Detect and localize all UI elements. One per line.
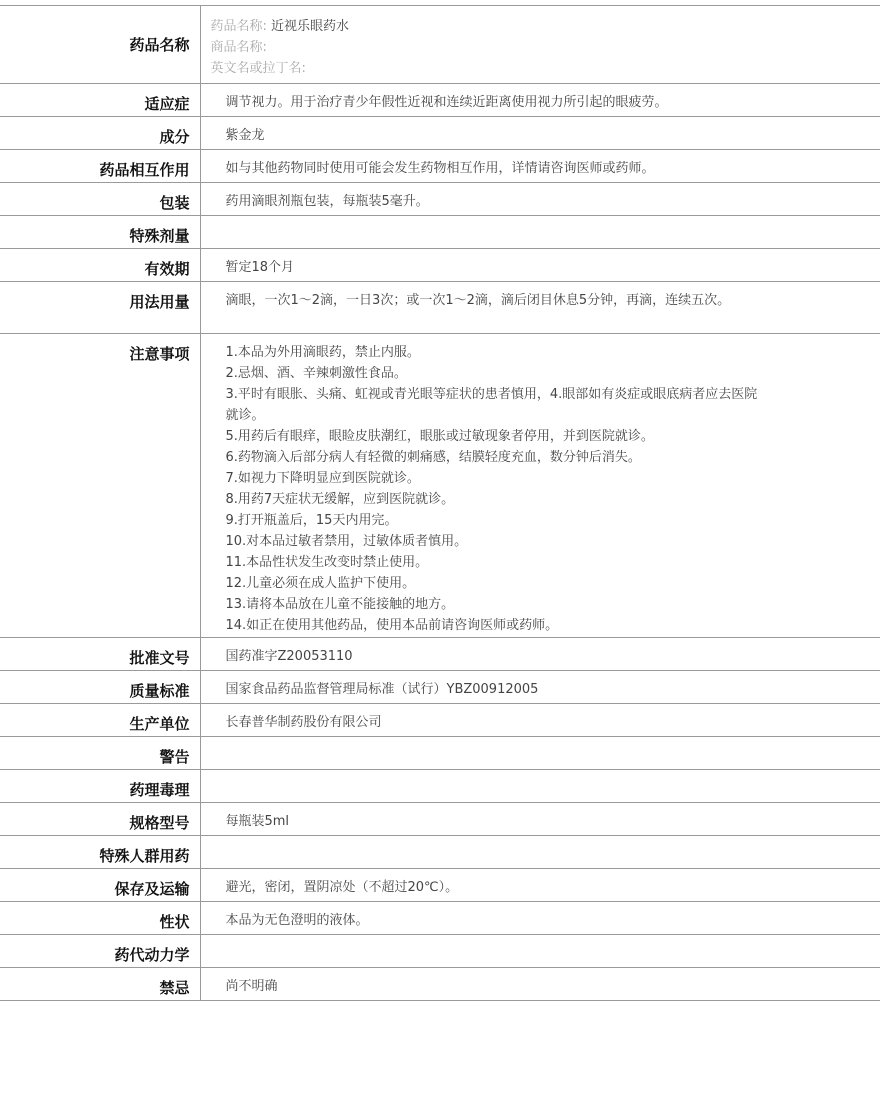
list-item: 9.打开瓶盖后，15天内用完。 [225, 513, 398, 528]
label-specification: 规格型号 [0, 803, 200, 836]
row-contraindications [0, 968, 880, 1001]
drug-spec-table [0, 5, 880, 1001]
label-quality-standard: 质量标准 [0, 671, 200, 704]
value-pharmacology [200, 770, 880, 803]
list-item: 10.对本品过敏者禁用，过敏体质者慎用。 [225, 534, 468, 549]
value-specification: 每瓶装5ml [200, 803, 880, 836]
value-manufacturer: 长春普华制药股份有限公司 [200, 704, 880, 737]
row-approval-number [0, 638, 880, 671]
value-interactions: 如与其他药物同时使用可能会发生药物相互作用，详情请咨询医师或药师。 [200, 150, 880, 183]
label-warning: 警告 [0, 737, 200, 770]
label-special-dosage: 特殊剂量 [0, 216, 200, 249]
precautions-list [200, 334, 880, 638]
value-special-dosage [200, 216, 880, 249]
row-packaging [0, 183, 880, 216]
row-drug-name [0, 6, 880, 84]
row-appearance [0, 902, 880, 935]
field-english-name: 英文名或拉丁名: [210, 61, 306, 76]
label-packaging: 包装 [0, 183, 200, 216]
drug-name-fields [200, 6, 880, 84]
row-usage [0, 282, 880, 334]
value-usage: 滴眼，一次1～2滴，一日3次；或一次1～2滴，滴后闭目休息5分钟，再滴，连续五次。 [200, 282, 880, 334]
row-manufacturer [0, 704, 880, 737]
list-item: 1.本品为外用滴眼药，禁止内服。 [225, 345, 420, 360]
label-pharmacology: 药理毒理 [0, 770, 200, 803]
label-interactions: 药品相互作用 [0, 150, 200, 183]
list-item: 13.请将本品放在儿童不能接触的地方。 [225, 597, 455, 612]
value-shelf-life: 暂定18个月 [200, 249, 880, 282]
list-item: 2.忌烟、酒、辛辣刺激性食品。 [225, 366, 407, 381]
row-special-populations [0, 836, 880, 869]
value-approval-number: 国药准字Z20053110 [200, 638, 880, 671]
label-manufacturer: 生产单位 [0, 704, 200, 737]
list-item: 6.药物滴入后部分病人有轻微的刺痛感，结膜轻度充血，数分钟后消失。 [225, 450, 641, 465]
value-quality-standard: 国家食品药品监督管理局标准（试行）YBZ00912005 [200, 671, 880, 704]
label-ingredients: 成分 [0, 117, 200, 150]
value-warning [200, 737, 880, 770]
row-ingredients [0, 117, 880, 150]
list-item: 8.用药7天症状无缓解，应到医院就诊。 [225, 492, 455, 507]
label-shelf-life: 有效期 [0, 249, 200, 282]
label-storage: 保存及运输 [0, 869, 200, 902]
row-pharmacokinetics [0, 935, 880, 968]
label-precautions: 注意事项 [0, 334, 200, 638]
row-specification [0, 803, 880, 836]
field-generic-name: 药品名称: 近视乐眼药水 [210, 19, 350, 34]
label-indication: 适应症 [0, 84, 200, 117]
row-interactions [0, 150, 880, 183]
list-item: 3.平时有眼胀、头痛、虹视或青光眼等症状的患者慎用，4.眼部如有炎症或眼底病者应去医院就诊。 [225, 387, 758, 423]
row-quality-standard [0, 671, 880, 704]
row-warning [0, 737, 880, 770]
label-approval-number: 批准文号 [0, 638, 200, 671]
label-drug-name: 药品名称 [0, 6, 200, 84]
row-shelf-life [0, 249, 880, 282]
list-item: 12.儿童必须在成人监护下使用。 [225, 576, 416, 591]
label-special-populations: 特殊人群用药 [0, 836, 200, 869]
list-item: 7.如视力下降明显应到医院就诊。 [225, 471, 420, 486]
label-pharmacokinetics: 药代动力学 [0, 935, 200, 968]
value-appearance: 本品为无色澄明的液体。 [200, 902, 880, 935]
row-indication [0, 84, 880, 117]
field-trade-name: 商品名称: [210, 40, 267, 55]
value-indication: 调节视力。用于治疗青少年假性近视和连续近距离使用视力所引起的眼疲劳。 [200, 84, 880, 117]
list-item: 5.用药后有眼痒，眼睑皮肤潮红，眼胀或过敏现象者停用，并到医院就诊。 [225, 429, 654, 444]
list-item: 11.本品性状发生改变时禁止使用。 [225, 555, 429, 570]
value-packaging: 药用滴眼剂瓶包装，每瓶装5毫升。 [200, 183, 880, 216]
label-contraindications: 禁忌 [0, 968, 200, 1001]
row-special-dosage [0, 216, 880, 249]
row-storage [0, 869, 880, 902]
row-precautions [0, 334, 880, 638]
value-pharmacokinetics [200, 935, 880, 968]
value-ingredients: 紫金龙 [200, 117, 880, 150]
row-pharmacology [0, 770, 880, 803]
value-special-populations [200, 836, 880, 869]
value-contraindications: 尚不明确 [200, 968, 880, 1001]
value-storage: 避光，密闭，置阴凉处（不超过20℃）。 [200, 869, 880, 902]
list-item: 14.如正在使用其他药品，使用本品前请咨询医师或药师。 [225, 618, 559, 633]
label-usage: 用法用量 [0, 282, 200, 334]
label-appearance: 性状 [0, 902, 200, 935]
